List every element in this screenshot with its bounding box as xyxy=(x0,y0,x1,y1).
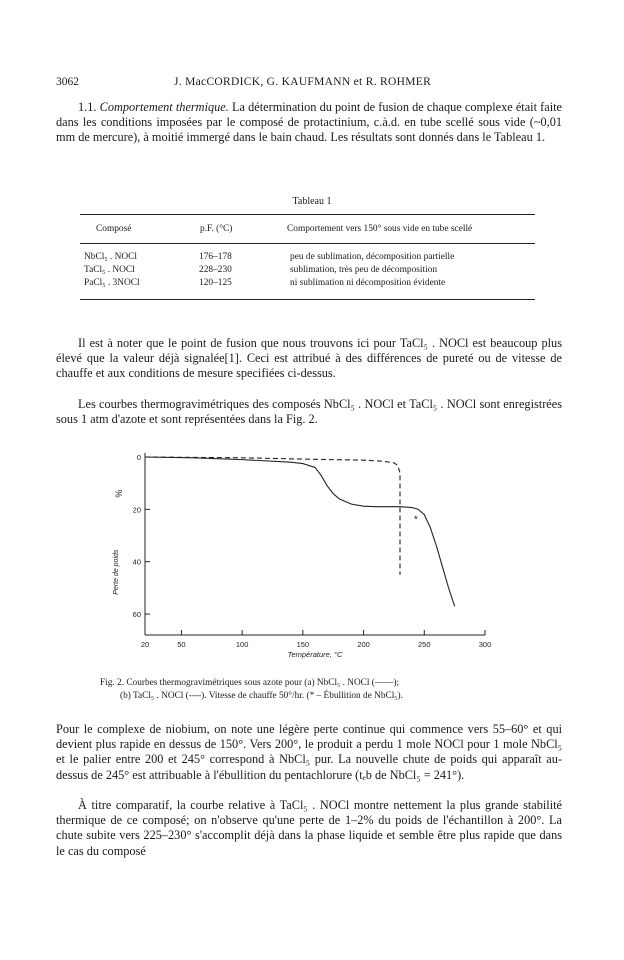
text-line: a perdu 1 mole NOCl pour 1 mole NbCl₅ et le palier entre 200 et 245° correspond xyxy=(56,737,562,767)
text-line: attribuable à l'ébullition du pentachlorure (tₑb de NbCl₅ = 241°). xyxy=(149,767,465,782)
chart-axes xyxy=(145,453,485,635)
y-axis-unit: % xyxy=(114,489,124,498)
paragraph xyxy=(56,397,562,427)
figure-caption xyxy=(100,677,530,702)
x-tick-label: 200 xyxy=(357,640,370,649)
text-line: Les courbes thermogravimétriques des composés NbCl₅ . NOCl et TaCl₅ . xyxy=(78,397,444,411)
table-cell: peu de sublimation, décomposition partielle xyxy=(290,252,455,262)
figure-caption-line: (b) TaCl₅ . NOCl (----). Vitesse de chauffe 50°/hr. (* – Ébullition de NbCl₅). xyxy=(120,690,403,701)
table-caption: Tableau 1 xyxy=(292,196,332,207)
x-tick-label: 300 xyxy=(478,640,492,649)
table-cell: TaCl₅ . NOCl xyxy=(84,265,135,275)
page-number: 3062 xyxy=(56,76,79,88)
text-line: c.à.d. en tube scellé sous vide (~0,01 mm de mercure), à moitié immergé dans le xyxy=(56,115,562,145)
series-line-a xyxy=(145,457,455,606)
x-tick-label: 250 xyxy=(418,640,431,649)
table-top-rule xyxy=(80,214,535,215)
text-line: est beaucoup plus élevé que la valeur déjà signalée[1]. Ceci est attribué à des xyxy=(56,336,562,366)
text-line: différences de pureté ou de vitesse de chauffe et aux conditions de mesure xyxy=(56,351,563,381)
table-cell: sublimation, très peu de décomposition xyxy=(290,265,438,275)
table-header: Composé xyxy=(96,224,132,234)
text-line: bain chaud. Les résultats sont donnés dans le Tableau 1. xyxy=(270,130,546,145)
text-line: Pour le complexe de niobium, on note une légère perte continue qui commence xyxy=(56,722,464,736)
table-cell: 176–178 xyxy=(199,252,232,262)
figure-caption-line: Fig. 2. Courbes thermogravimétriques sous azote pour (a) NbCl₅ . NOCl (——); xyxy=(100,678,400,688)
y-tick-label: 60 xyxy=(132,610,141,620)
table-header: p.F. (°C) xyxy=(200,224,233,234)
section-paragraph xyxy=(56,100,562,146)
text-line: La détermination du point de fusion de chaque xyxy=(231,100,462,114)
text-line: à NbCl₅ pur. La nouvelle chute de poids qui apparaît au-dessus de 245° est xyxy=(56,752,563,782)
text-line: plus grande stabilité thermique de ce composé; on n'observe qu'une perte de xyxy=(56,798,563,828)
paragraph xyxy=(56,336,562,382)
text-line: specifiées ci-dessus. xyxy=(236,366,336,381)
text-line: NOCl sont enregistrées sous 1 atm d'azote et sont représentées dans la Fig. 2. xyxy=(56,397,562,427)
annotation-marker: * xyxy=(413,514,418,526)
section-number: 1.1. xyxy=(78,100,97,114)
x-axis-label: Température, °C xyxy=(287,650,343,659)
text-line: Il est à noter que le point de fusion que nous trouvons ici pour TaCl₅ . NOCl xyxy=(78,336,469,350)
table-cell: 228–230 xyxy=(199,265,232,275)
series-line-b xyxy=(145,457,400,575)
table-cell: ni sublimation ni décomposition évidente xyxy=(290,278,446,288)
y-tick-label: 0 xyxy=(136,453,141,462)
y-axis-label: Perte de poids xyxy=(113,549,120,595)
x-tick-label: 20 xyxy=(140,640,150,649)
chart-series xyxy=(145,457,455,606)
text-line: déjà dans la phase liquide et semble être plus rapide que dans le cas du composé xyxy=(56,828,563,858)
x-tick-label: 100 xyxy=(235,640,249,649)
table-header-rule xyxy=(80,243,535,244)
paragraph xyxy=(56,722,562,783)
table-cell: PaCl₅ . 3NOCl xyxy=(84,278,140,288)
running-authors: J. MacCORDICK, G. KAUFMANN et R. ROHMER xyxy=(174,76,432,88)
table-cell: 120–125 xyxy=(199,278,232,288)
chart-labels xyxy=(113,490,418,659)
y-tick-label: 20 xyxy=(132,505,141,515)
section-title: Comportement thermique. xyxy=(99,100,229,114)
y-tick-label: 40 xyxy=(132,557,141,567)
text-line: 1–2% du poids de l'échantillon à 200°. La chute subite vers 225–230° s'accomplit xyxy=(56,813,563,843)
text-line: complexe était faite dans les conditions imposées par le composé de protactinium, xyxy=(56,100,563,130)
text-line: À titre comparatif, la courbe relative à TaCl₅ . NOCl montre nettement la xyxy=(78,798,456,812)
x-tick-label: 50 xyxy=(177,640,186,649)
table-bottom-rule xyxy=(80,299,535,300)
table-header: Comportement vers 150° sous vide en tube scellé xyxy=(287,224,473,234)
table-cell: NbCl₅ . NOCl xyxy=(84,252,138,262)
paragraph xyxy=(56,798,562,859)
x-tick-label: 150 xyxy=(296,640,310,649)
text-line: vers 55–60° et qui devient plus rapide en dessus de 150°. Vers 200°, le produit xyxy=(56,722,563,752)
thermogravimetric-chart xyxy=(100,445,520,670)
